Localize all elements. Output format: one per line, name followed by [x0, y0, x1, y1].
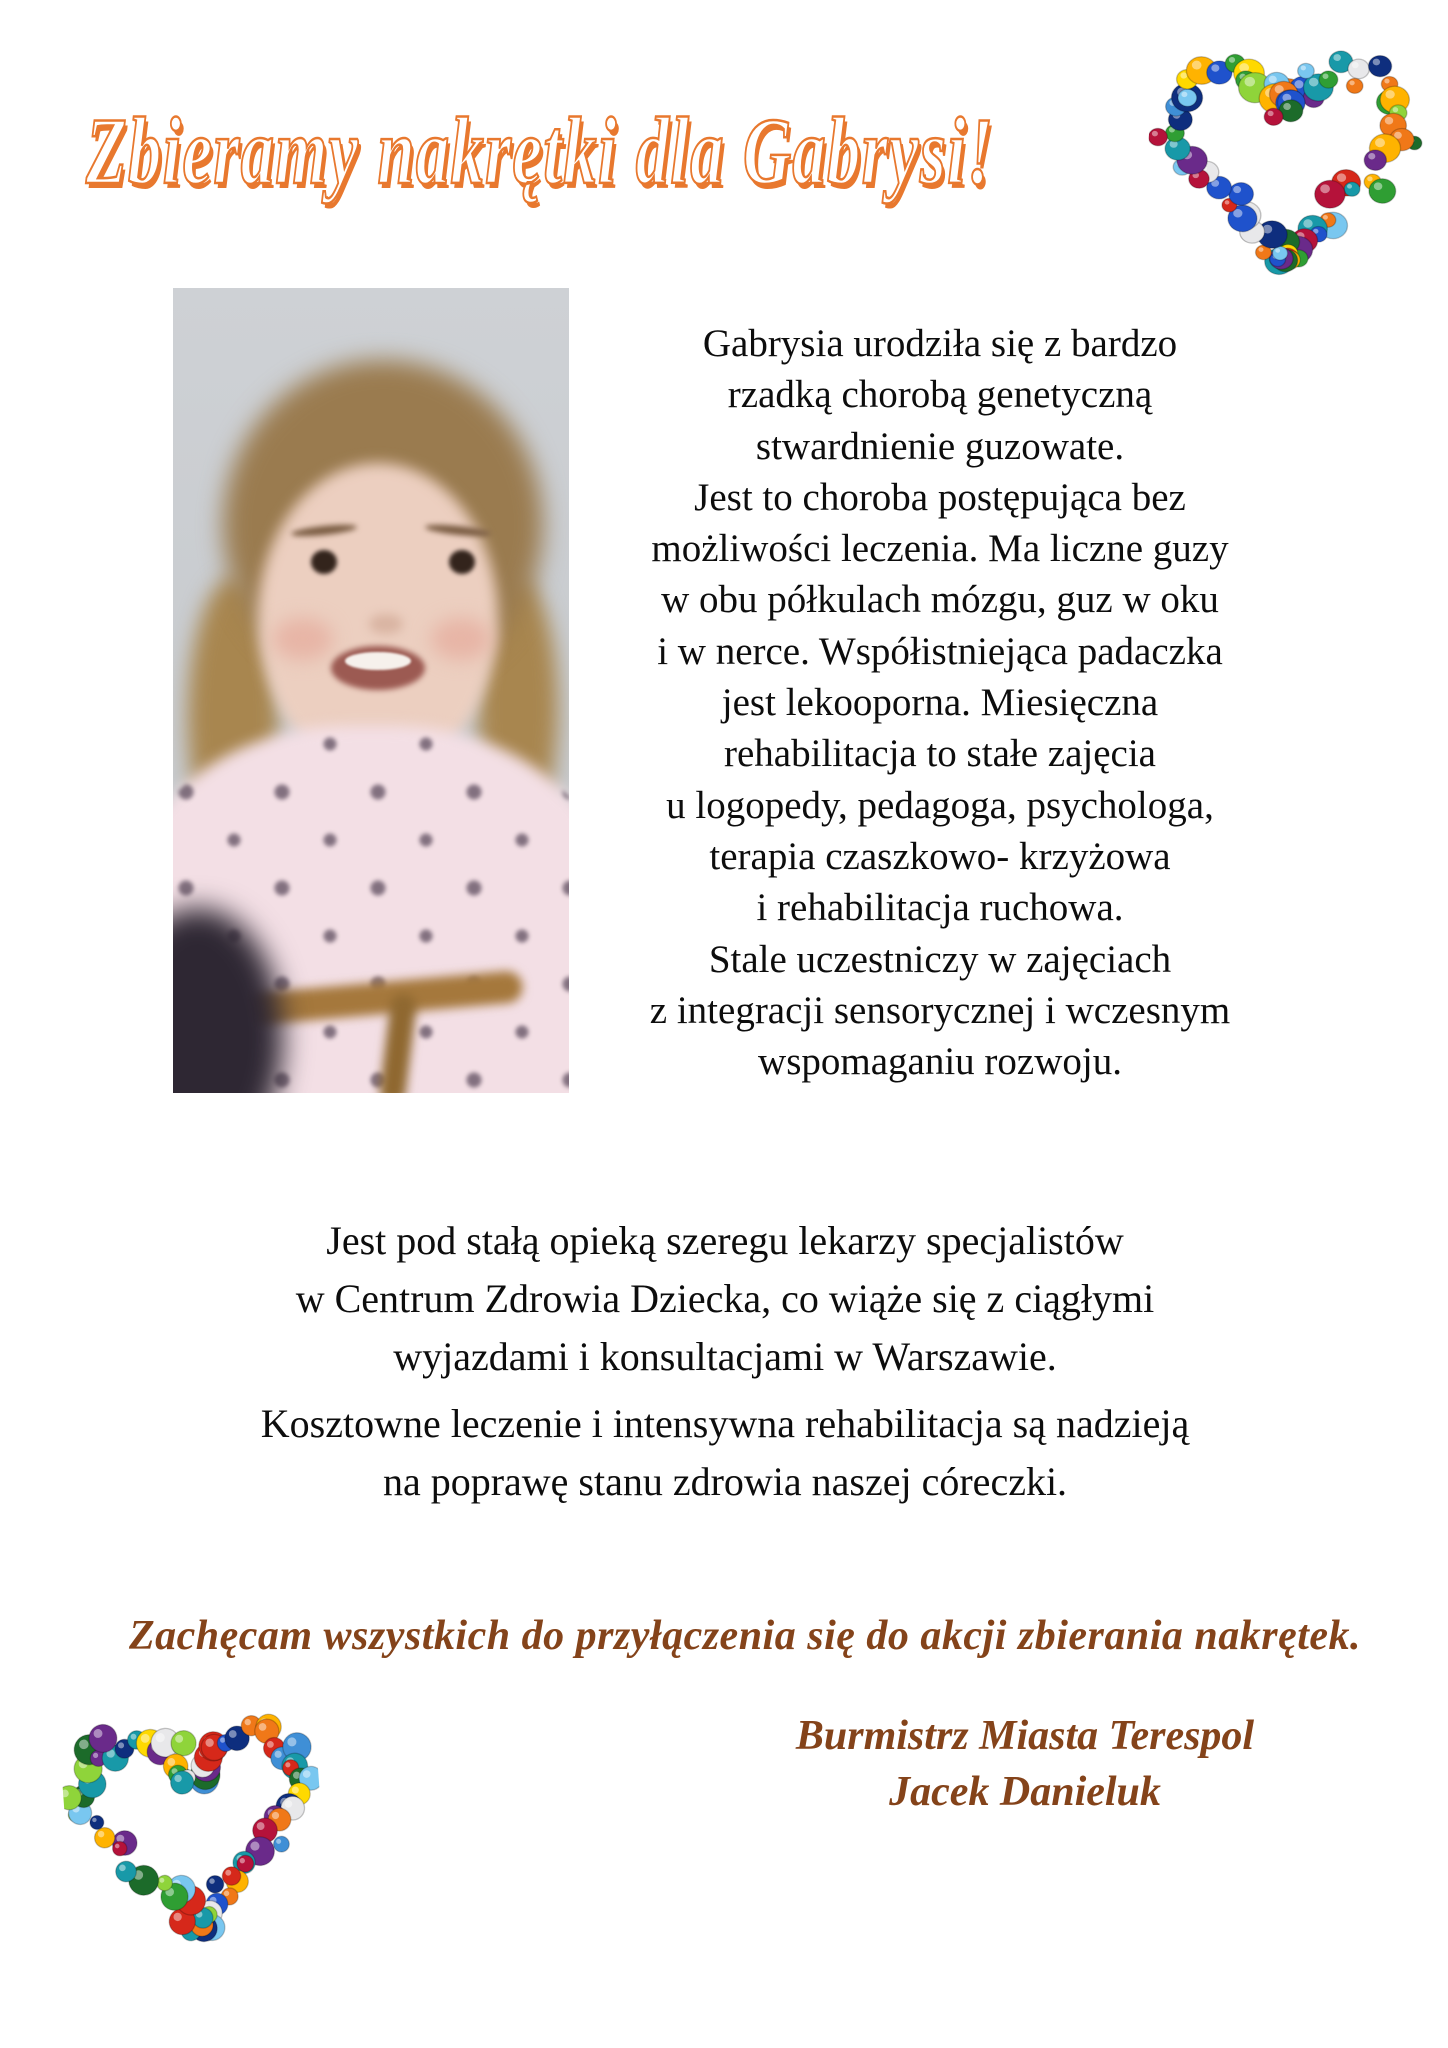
signature-name: Jacek Danieluk [889, 1769, 1161, 1815]
cost-paragraph [75, 1395, 1375, 1511]
photo-eye-right [449, 550, 475, 574]
text-line: Jest pod stałą opieką szeregu lekarzy specjalistów [326, 1218, 1124, 1263]
poster-title: Zbieramy nakrętki dla Gabrysi! [86, 98, 995, 204]
photo-cheek-right [431, 618, 491, 660]
text-line: i rehabilitacja ruchowa. [756, 886, 1124, 930]
signature-title: Burmistrz Miasta Terespol [795, 1713, 1255, 1759]
text-line: rzadką chorobą genetyczną [727, 373, 1153, 417]
text-line: wspomaganiu rozwoju. [758, 1040, 1122, 1084]
text-line: Gabrysia urodziła się z bardzo [702, 322, 1178, 365]
child-photo [173, 288, 569, 1093]
text-line: wyjazdami i konsultacjami w Warszawie. [393, 1334, 1057, 1379]
text-line: Kosztowne leczenie i intensywna rehabilitacja są nadzieją [260, 1401, 1190, 1446]
text-line: z integracji sensorycznej i wczesnym [649, 988, 1231, 1032]
photo-teeth [345, 652, 411, 670]
text-line: stwardnienie guzowate. [755, 424, 1125, 468]
text-line: u logopedy, pedagoga, psychologa, [666, 783, 1214, 827]
intro-text-block [560, 318, 1320, 1087]
text-line: jest lekooporna. Miesięczna [721, 681, 1159, 725]
text-line: rehabilitacja to stałe zajęcia [724, 732, 1156, 776]
care-paragraph [75, 1212, 1375, 1386]
text-line: w Centrum Zdrowia Dziecka, co wiąże się z ciągłymi [295, 1276, 1155, 1321]
bead-heart-image-top-right [1144, 33, 1429, 294]
text-line: możliwości leczenia. Ma liczne guzy [651, 527, 1229, 571]
photo-nose [369, 614, 403, 634]
appeal-line: Zachęcam wszystkich do przyłączenia się do akcji zbierania nakrętek. [128, 1613, 1362, 1659]
bead-heart-image-bottom-left [57, 1693, 330, 1966]
text-line: Stale uczestniczy w zajęciach [708, 937, 1172, 981]
text-line: na poprawę stanu zdrowia naszej córeczki. [382, 1459, 1068, 1504]
text-line: terapia czaszkowo- krzyżowa [709, 834, 1171, 878]
text-line: i w nerce. Współistniejąca padaczka [657, 629, 1223, 673]
text-line: Jest to choroba postępująca bez [694, 475, 1186, 519]
photo-cheek-left [273, 618, 333, 660]
text-line: w obu półkulach mózgu, guz w oku [661, 578, 1219, 622]
signature-block [610, 1708, 1440, 1820]
photo-eye-left [311, 550, 337, 574]
